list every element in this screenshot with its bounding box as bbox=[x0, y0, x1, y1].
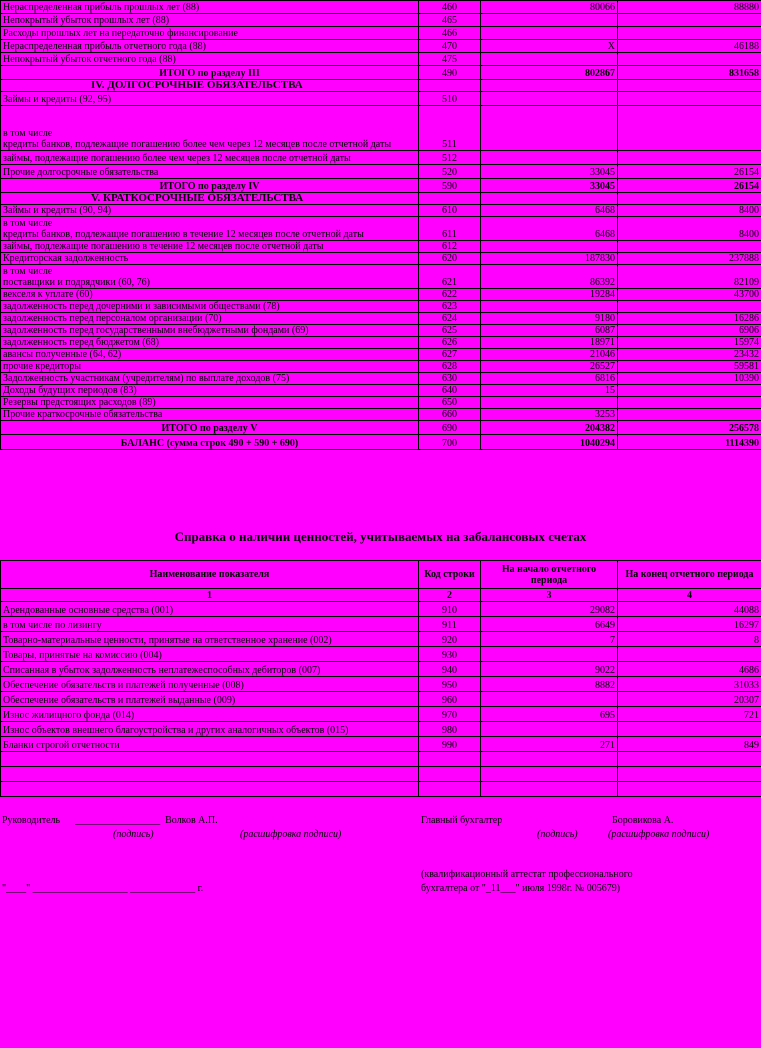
head-label: Руководитель bbox=[2, 815, 61, 826]
accountant-label: Главный бухгалтер bbox=[421, 815, 503, 826]
row-begin-value: 33045 bbox=[481, 179, 618, 193]
row-name: Прочие долгосрочные обязательства bbox=[1, 165, 419, 179]
row-name: ИТОГО по разделу V bbox=[1, 421, 419, 435]
row-code: 660 bbox=[419, 409, 481, 421]
row-name-line: в том числе bbox=[3, 218, 53, 229]
table-row bbox=[1, 301, 761, 313]
row-code: 590 bbox=[419, 179, 481, 193]
row-name: прочие кредиторы bbox=[1, 361, 419, 373]
row-code: 475 bbox=[419, 53, 481, 66]
table-row bbox=[1, 313, 761, 325]
row-end-value bbox=[618, 92, 761, 106]
table-row bbox=[1, 767, 761, 782]
row-begin-value bbox=[481, 692, 618, 707]
row-name: Износ объектов внешнего благоустройства и других аналогичных объектов (015) bbox=[1, 722, 419, 737]
row-begin-value: 271 bbox=[481, 737, 618, 752]
row-end-value bbox=[618, 301, 761, 313]
row-end-value: 59581 bbox=[618, 361, 761, 373]
row-begin-value: 6468 bbox=[481, 205, 618, 217]
row-begin-value: 21046 bbox=[481, 349, 618, 361]
table-row bbox=[1, 707, 761, 722]
row-begin-value bbox=[481, 151, 618, 165]
offbalance-table bbox=[0, 560, 761, 797]
table-row bbox=[1, 217, 761, 241]
table-row bbox=[1, 151, 761, 165]
row-end-value: 16297 bbox=[618, 617, 761, 632]
row-code: 611 bbox=[419, 217, 481, 241]
row-name: Бланки строгой отчетности bbox=[1, 737, 419, 752]
row-end-value: 10390 bbox=[618, 373, 761, 385]
row-end-value: 1114390 bbox=[618, 435, 761, 450]
table-row bbox=[1, 782, 761, 797]
row-end-value: 23432 bbox=[618, 349, 761, 361]
section4-title-text: IV. ДОЛГОСРОЧНЫЕ ОБЯЗАТЕЛЬСТВА bbox=[1, 80, 419, 92]
row-end-value bbox=[618, 241, 761, 253]
row-end-value: 8400 bbox=[618, 217, 761, 241]
row-end-value bbox=[618, 767, 761, 782]
row-end-value: 849 bbox=[618, 737, 761, 752]
row-name bbox=[1, 782, 419, 797]
offbalance-title: Справка о наличии ценностей, учитываемых на забалансовых счетах bbox=[174, 529, 587, 544]
offbalance-colnum-row bbox=[1, 589, 761, 602]
row-name: Списанная в убыток задолженность неплатежеспособных дебиторов (007) bbox=[1, 662, 419, 677]
row-name: задолженность перед государственными внебюджетными фондами (69) bbox=[1, 325, 419, 337]
row-begin-value bbox=[481, 301, 618, 313]
balance-liabilities-table bbox=[0, 0, 761, 450]
row-code bbox=[419, 782, 481, 797]
row-begin-value: 29082 bbox=[481, 602, 618, 617]
empty-cell bbox=[618, 193, 761, 205]
row-code bbox=[419, 767, 481, 782]
row-begin-value: 6468 bbox=[481, 217, 618, 241]
row-code: 622 bbox=[419, 289, 481, 301]
row-name: задолженность перед персоналом организации (70) bbox=[1, 313, 419, 325]
row-name: ИТОГО по разделу IV bbox=[1, 179, 419, 193]
table-row bbox=[1, 92, 761, 106]
row-end-value bbox=[618, 409, 761, 421]
table-row bbox=[1, 40, 761, 53]
row-begin-value: 18971 bbox=[481, 337, 618, 349]
table-row bbox=[1, 373, 761, 385]
row-name-line: кредиты банков, подлежащие погашению более чем через 12 месяцев после отчетной даты bbox=[3, 139, 392, 150]
row-code: 990 bbox=[419, 737, 481, 752]
column-number: 2 bbox=[419, 589, 481, 602]
certificate-line-2: бухгалтера от "_11___" июля 1998г. № 005679) bbox=[421, 883, 621, 894]
column-number: 1 bbox=[1, 589, 419, 602]
table-row bbox=[1, 337, 761, 349]
certificate-line-1: (квалификационный аттестат профессионального bbox=[421, 869, 633, 880]
row-begin-value: 15 bbox=[481, 385, 618, 397]
row-code: 630 bbox=[419, 373, 481, 385]
row-name: задолженность перед дочерними и зависимыми обществами (78) bbox=[1, 301, 419, 313]
row-end-value bbox=[618, 27, 761, 40]
row-code: 466 bbox=[419, 27, 481, 40]
table-row bbox=[1, 205, 761, 217]
row-end-value bbox=[618, 782, 761, 797]
row-end-value: 831658 bbox=[618, 66, 761, 80]
table-row bbox=[1, 602, 761, 617]
row-code: 512 bbox=[419, 151, 481, 165]
row-end-value: 15974 bbox=[618, 337, 761, 349]
row-name bbox=[1, 217, 419, 241]
row-name bbox=[1, 767, 419, 782]
row-begin-value: 9022 bbox=[481, 662, 618, 677]
empty-cell bbox=[481, 80, 618, 92]
row-name: Обеспечение обязательств и платежей выданные (009) bbox=[1, 692, 419, 707]
row-name: Займы и кредиты (92, 95) bbox=[1, 92, 419, 106]
section4-total-row bbox=[1, 179, 761, 193]
row-name: ИТОГО по разделу III bbox=[1, 66, 419, 80]
table-row bbox=[1, 53, 761, 66]
row-code: 465 bbox=[419, 14, 481, 27]
row-name: Товарно-материальные ценности, принятые на ответственное хранение (002) bbox=[1, 632, 419, 647]
row-code: 950 bbox=[419, 677, 481, 692]
accountant-sign-caption: (подпись) bbox=[537, 829, 578, 840]
row-begin-value bbox=[481, 53, 618, 66]
empty-cell bbox=[419, 80, 481, 92]
row-begin-value bbox=[481, 241, 618, 253]
table-row bbox=[1, 265, 761, 289]
table-row bbox=[1, 349, 761, 361]
table-row bbox=[1, 289, 761, 301]
row-end-value: 6906 bbox=[618, 325, 761, 337]
head-sign-caption: (подпись) bbox=[113, 829, 154, 840]
row-name bbox=[1, 752, 419, 767]
row-code: 470 bbox=[419, 40, 481, 53]
empty-cell bbox=[618, 80, 761, 92]
row-code: 620 bbox=[419, 253, 481, 265]
row-name: авансы полученные (64, 62) bbox=[1, 349, 419, 361]
row-end-value: 256578 bbox=[618, 421, 761, 435]
row-code: 612 bbox=[419, 241, 481, 253]
row-begin-value: 8882 bbox=[481, 677, 618, 692]
row-code: 911 bbox=[419, 617, 481, 632]
section5-title bbox=[1, 193, 761, 205]
row-end-value: 8400 bbox=[618, 205, 761, 217]
table-row bbox=[1, 692, 761, 707]
row-name: Кредиторская задолженность bbox=[1, 253, 419, 265]
row-end-value bbox=[618, 151, 761, 165]
table-row bbox=[1, 662, 761, 677]
header-name: Наименование показателя bbox=[1, 561, 419, 589]
row-begin-value: 6816 bbox=[481, 373, 618, 385]
row-code: 960 bbox=[419, 692, 481, 707]
table-row bbox=[1, 677, 761, 692]
table-row bbox=[1, 385, 761, 397]
row-end-value: 82109 bbox=[618, 265, 761, 289]
row-code: 610 bbox=[419, 205, 481, 217]
row-code: 980 bbox=[419, 722, 481, 737]
row-name-line: поставщики и подрядчики (60, 76) bbox=[3, 277, 150, 288]
row-name bbox=[1, 265, 419, 289]
row-begin-value: 1040294 bbox=[481, 435, 618, 450]
row-begin-value bbox=[481, 14, 618, 27]
row-code: 520 bbox=[419, 165, 481, 179]
row-name: БАЛАНС (сумма строк 490 + 590 + 690) bbox=[1, 435, 419, 450]
row-code: 700 bbox=[419, 435, 481, 450]
row-begin-value: 204382 bbox=[481, 421, 618, 435]
row-begin-value bbox=[481, 782, 618, 797]
row-code: 640 bbox=[419, 385, 481, 397]
row-name: Износ жилищного фонда (014) bbox=[1, 707, 419, 722]
section5-total-row bbox=[1, 421, 761, 435]
section4-title bbox=[1, 80, 761, 92]
row-code: 460 bbox=[419, 1, 481, 14]
row-begin-value bbox=[481, 106, 618, 151]
row-end-value: 46188 bbox=[618, 40, 761, 53]
empty-cell bbox=[419, 193, 481, 205]
row-begin-value bbox=[481, 767, 618, 782]
row-code: 623 bbox=[419, 301, 481, 313]
head-sign-line: _________________ bbox=[75, 815, 161, 826]
row-code: 910 bbox=[419, 602, 481, 617]
row-name: Арендованные основные средства (001) bbox=[1, 602, 419, 617]
row-end-value: 16286 bbox=[618, 313, 761, 325]
row-begin-value bbox=[481, 27, 618, 40]
row-begin-value: X bbox=[481, 40, 618, 53]
row-end-value: 8 bbox=[618, 632, 761, 647]
row-name-line: в том числе bbox=[3, 266, 53, 277]
head-signature-line bbox=[2, 815, 218, 826]
table-row bbox=[1, 241, 761, 253]
head-name: Волков А.П. bbox=[165, 815, 218, 826]
header-begin: На начало отчетного периода bbox=[481, 561, 618, 589]
row-name: Товары, принятые на комиссию (004) bbox=[1, 647, 419, 662]
table-row bbox=[1, 752, 761, 767]
row-code: 511 bbox=[419, 106, 481, 151]
row-name: займы, подлежащие погашению в течение 12 месяцев после отчетной даты bbox=[1, 241, 419, 253]
row-name: Прочие краткосрочные обязательства bbox=[1, 409, 419, 421]
row-code: 930 bbox=[419, 647, 481, 662]
row-name: Непокрытый убыток прошлых лет (88) bbox=[1, 14, 419, 27]
table-row bbox=[1, 647, 761, 662]
row-begin-value: 695 bbox=[481, 707, 618, 722]
row-name: Обеспечение обязательств и платежей полученные (008) bbox=[1, 677, 419, 692]
row-begin-value: 6649 bbox=[481, 617, 618, 632]
row-code: 621 bbox=[419, 265, 481, 289]
column-number: 4 bbox=[618, 589, 761, 602]
row-code: 690 bbox=[419, 421, 481, 435]
row-name: Расходы прошлых лет на передаточно финансирование bbox=[1, 27, 419, 40]
row-begin-value bbox=[481, 92, 618, 106]
row-end-value: 31033 bbox=[618, 677, 761, 692]
empty-cell bbox=[481, 193, 618, 205]
header-code: Код строки bbox=[419, 561, 481, 589]
row-begin-value bbox=[481, 647, 618, 662]
table-row bbox=[1, 617, 761, 632]
row-code: 624 bbox=[419, 313, 481, 325]
accountant-name: Боровикова А. bbox=[612, 815, 674, 826]
header-end: На конец отчетного периода bbox=[618, 561, 761, 589]
row-end-value bbox=[618, 397, 761, 409]
row-end-value bbox=[618, 53, 761, 66]
balance-total-row bbox=[1, 435, 761, 450]
row-end-value bbox=[618, 385, 761, 397]
column-number: 3 bbox=[481, 589, 618, 602]
table-row bbox=[1, 722, 761, 737]
row-end-value: 43700 bbox=[618, 289, 761, 301]
row-name-line: кредиты банков, подлежащие погашению в течение 12 месяцев после отчетной даты bbox=[3, 229, 364, 240]
row-name: векселя к уплате (60) bbox=[1, 289, 419, 301]
row-begin-value: 26527 bbox=[481, 361, 618, 373]
table-row bbox=[1, 361, 761, 373]
row-code: 920 bbox=[419, 632, 481, 647]
row-name: Нераспределенная прибыль прошлых лет (88) bbox=[1, 1, 419, 14]
row-begin-value bbox=[481, 397, 618, 409]
row-begin-value: 802867 bbox=[481, 66, 618, 80]
offbalance-header-row bbox=[1, 561, 761, 589]
table-row bbox=[1, 1, 761, 14]
row-name bbox=[1, 106, 419, 151]
section5-title-text: V. КРАТКОСРОЧНЫЕ ОБЯЗАТЕЛЬСТВА bbox=[1, 193, 419, 205]
row-code: 625 bbox=[419, 325, 481, 337]
table-row bbox=[1, 737, 761, 752]
row-begin-value: 19284 bbox=[481, 289, 618, 301]
row-code: 490 bbox=[419, 66, 481, 80]
row-begin-value: 6087 bbox=[481, 325, 618, 337]
row-end-value: 44088 bbox=[618, 602, 761, 617]
table-row bbox=[1, 253, 761, 265]
row-code: 650 bbox=[419, 397, 481, 409]
row-begin-value: 3253 bbox=[481, 409, 618, 421]
date-line: "____" ___________________ _____________ г. bbox=[2, 883, 204, 894]
table-row bbox=[1, 106, 761, 151]
head-decode-caption: (расшифровка подписи) bbox=[240, 829, 342, 840]
table-row bbox=[1, 14, 761, 27]
row-name: Резервы предстоящих расходов (89) bbox=[1, 397, 419, 409]
row-begin-value: 86392 bbox=[481, 265, 618, 289]
table-row bbox=[1, 632, 761, 647]
row-end-value: 20307 bbox=[618, 692, 761, 707]
row-end-value: 237888 bbox=[618, 253, 761, 265]
row-begin-value bbox=[481, 752, 618, 767]
table-row bbox=[1, 397, 761, 409]
row-end-value: 88880 bbox=[618, 1, 761, 14]
row-name: Доходы будущих периодов (83) bbox=[1, 385, 419, 397]
table-row bbox=[1, 325, 761, 337]
row-end-value bbox=[618, 647, 761, 662]
row-end-value bbox=[618, 14, 761, 27]
row-end-value: 26154 bbox=[618, 179, 761, 193]
accountant-decode-caption: (расшифровка подписи) bbox=[608, 829, 710, 840]
row-end-value bbox=[618, 752, 761, 767]
row-end-value: 721 bbox=[618, 707, 761, 722]
row-begin-value bbox=[481, 722, 618, 737]
row-name: в том числе по лизингу bbox=[1, 617, 419, 632]
row-begin-value: 80066 bbox=[481, 1, 618, 14]
row-end-value bbox=[618, 722, 761, 737]
row-begin-value: 33045 bbox=[481, 165, 618, 179]
row-begin-value: 187830 bbox=[481, 253, 618, 265]
table-row bbox=[1, 27, 761, 40]
row-begin-value: 9180 bbox=[481, 313, 618, 325]
row-code: 628 bbox=[419, 361, 481, 373]
row-code: 627 bbox=[419, 349, 481, 361]
row-name: Займы и кредиты (90, 94) bbox=[1, 205, 419, 217]
row-end-value: 4686 bbox=[618, 662, 761, 677]
row-name: Нераспределенная прибыль отчетного года (88) bbox=[1, 40, 419, 53]
row-end-value: 26154 bbox=[618, 165, 761, 179]
row-name: займы, подлежащие погашению более чем через 12 месяцев после отчетной даты bbox=[1, 151, 419, 165]
row-code bbox=[419, 752, 481, 767]
row-code: 970 bbox=[419, 707, 481, 722]
row-name: Непокрытый убыток отчетного года (88) bbox=[1, 53, 419, 66]
row-name-line: в том числе bbox=[3, 128, 53, 139]
row-code: 510 bbox=[419, 92, 481, 106]
row-name: Задолженность участникам (учредителям) по выплате доходов (75) bbox=[1, 373, 419, 385]
row-name: задолженность перед бюджетом (68) bbox=[1, 337, 419, 349]
table-row bbox=[1, 165, 761, 179]
row-begin-value: 7 bbox=[481, 632, 618, 647]
row-end-value bbox=[618, 106, 761, 151]
section3-total-row bbox=[1, 66, 761, 80]
table-row bbox=[1, 409, 761, 421]
row-code: 940 bbox=[419, 662, 481, 677]
row-code: 626 bbox=[419, 337, 481, 349]
